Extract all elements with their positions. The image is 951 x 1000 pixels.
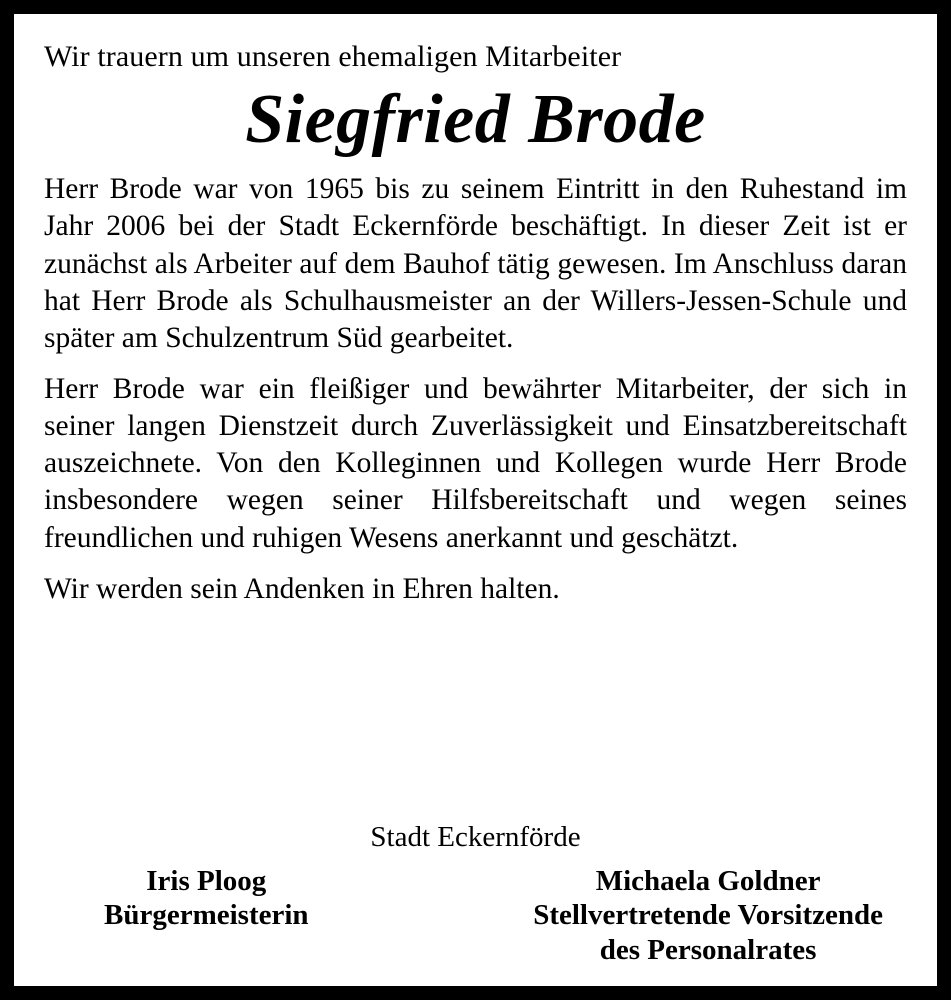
organization-name: Stadt Eckernförde [370,820,581,853]
signer-second-name: Michaela Goldner [595,864,821,897]
deceased-name: Siegfried Brode [245,80,706,158]
body-paragraph-1: Herr Brode war von 1965 bis zu seinem Eintritt in den Ruhestand im Jahr 2006 bei der Stadt Eckernförde beschäftigt. In dieser Zeit ist er zunächst als Arbeiter auf dem Bauhof tätig gewesen. Im Anschluss daran hat Herr Brode als Schulhausmeister an der Willers-Jessen-Schule und später am Schulzentrum Süd gearbeitet. [44,173,907,354]
signers-row [44,864,907,968]
layout-spacer [44,624,907,817]
signer-first-name: Iris Ploog [146,864,267,897]
signer-first-role: Bürgermeisterin [104,899,309,932]
body-paragraph-3: Wir werden sein Andenken in Ehren halten. [44,572,560,605]
body-paragraph-2: Herr Brode war ein fleißiger und bewährter Mitarbeiter, der sich in seiner langen Dienstzeit durch Zuverlässigkeit und Einsatzbereitschaft auszeichnete. Von den Kolleginnen und Kollegen wurde Herr Brode insbesondere wegen seiner Hilfsbereitschaft und wegen seines freundlichen und ruhigen Wesens anerkannt und geschätzt. [44,372,907,554]
signer-second [533,864,883,968]
signer-first [104,864,309,934]
signer-second-role-line-1: Stellvertretende Vorsitzende [533,899,883,932]
intro-line: Wir trauern um unseren ehemaligen Mitarbeiter [44,40,622,73]
obituary-notice [14,14,937,986]
signer-second-role-line-2: des Personalrates [599,934,817,967]
